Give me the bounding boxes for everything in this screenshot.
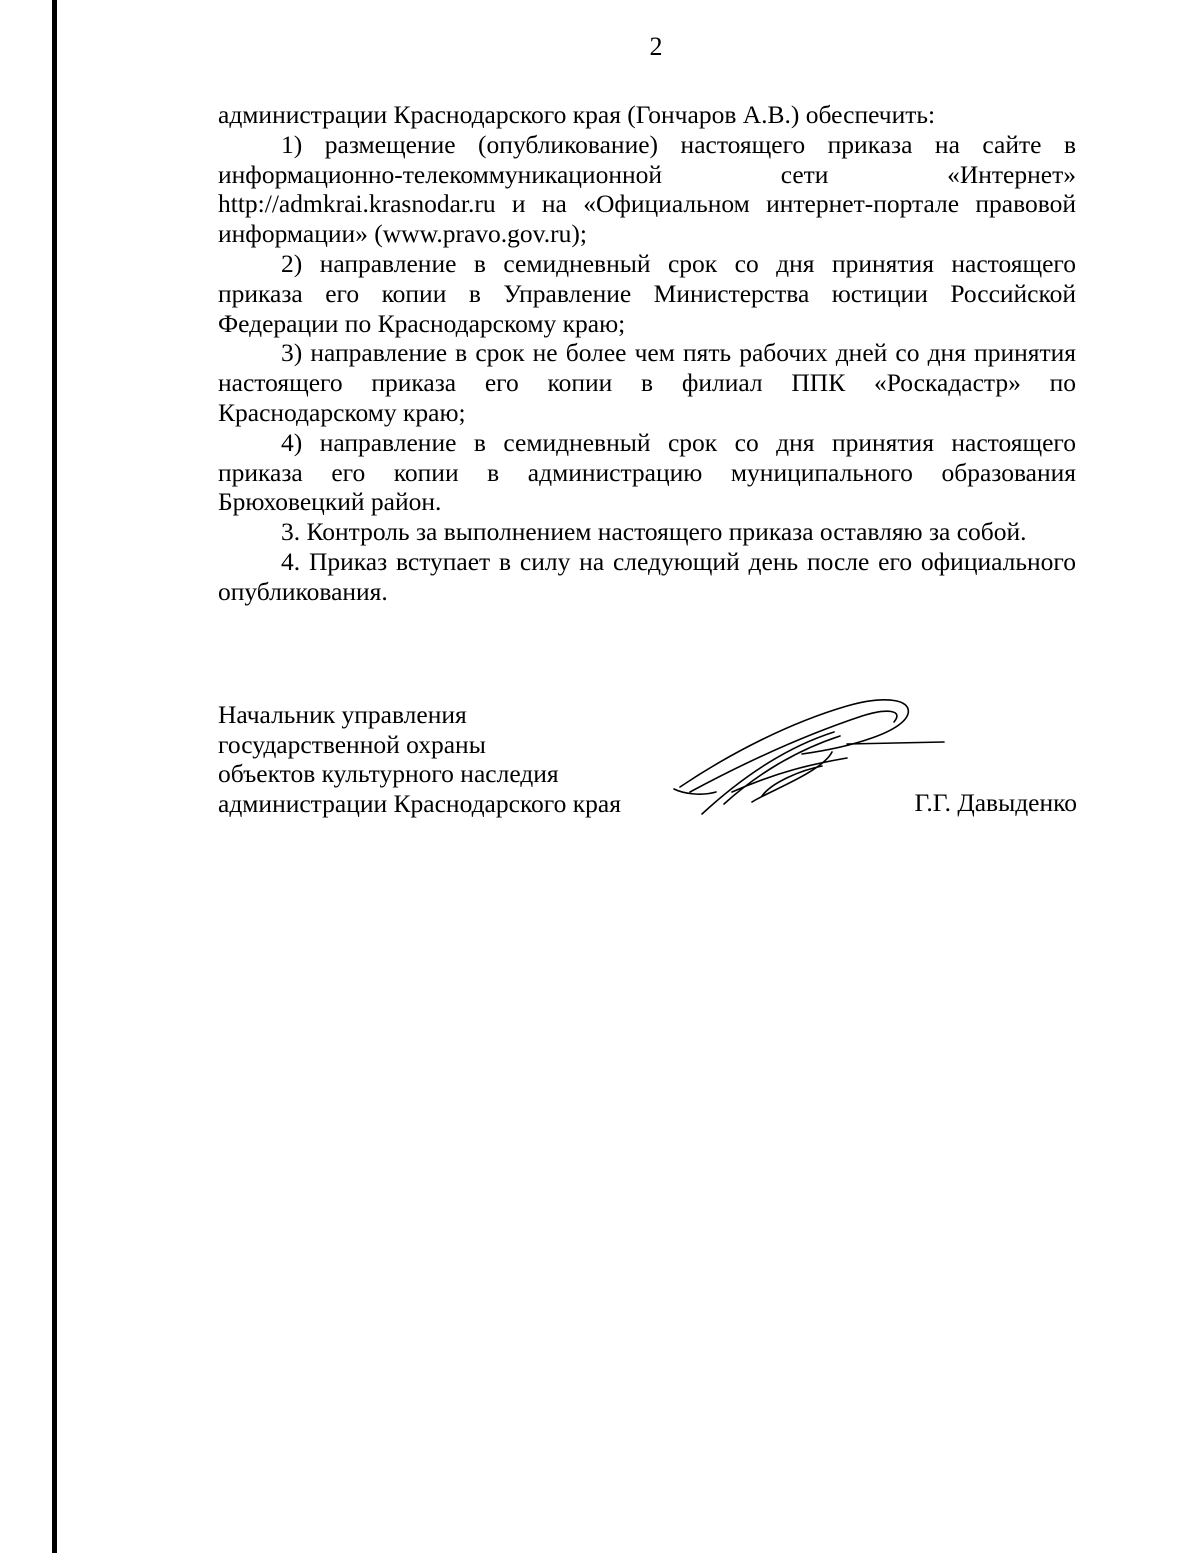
paragraph-item-3: 3) направление в срок не более чем пять рабочих дней со дня принятия настоящего приказа его копии в филиал ППК «Роскадастр» по Краснодарскому краю; <box>218 338 1076 427</box>
signatory-position <box>218 700 621 818</box>
page-number: 2 <box>649 32 663 61</box>
document-body <box>218 100 1076 607</box>
position-line: администрации Краснодарского края <box>218 788 621 818</box>
paragraph-item-1: 1) размещение (опубликование) настоящего приказа на сайте в информационно-телекоммуникационной сети «Интернет» http://admkrai.krasnodar.ru и на «Официальном интернет-портале правовой информации» (www.pravo.gov.ru); <box>218 129 1076 249</box>
paragraph-effective-date: 4. Приказ вступает в силу на следующий день после его официального опубликования. <box>218 546 1076 606</box>
scan-edge-line <box>52 0 57 1553</box>
position-line: объектов культурного наследия <box>218 759 559 788</box>
paragraph-intro: администрации Краснодарского края (Гончаров А.В.) обеспечить: <box>218 100 936 129</box>
position-line: Начальник управления <box>218 700 467 729</box>
paragraph-item-4: 4) направление в семидневный срок со дня принятия настоящего приказа его копии в администрацию муниципального образования Брюховецкий район. <box>218 427 1076 517</box>
position-line: государственной охраны <box>218 729 486 759</box>
signatory-name: Г.Г. Давыденко <box>914 788 1077 817</box>
handwritten-signature <box>672 692 952 822</box>
paragraph-item-2: 2) направление в семидневный срок со дня принятия настоящего приказа его копии в Управление Министерства юстиции Российской Федерации по Краснодарскому краю; <box>218 248 1076 338</box>
paragraph-control: 3. Контроль за выполнением настоящего приказа оставляю за собой. <box>281 517 1027 547</box>
